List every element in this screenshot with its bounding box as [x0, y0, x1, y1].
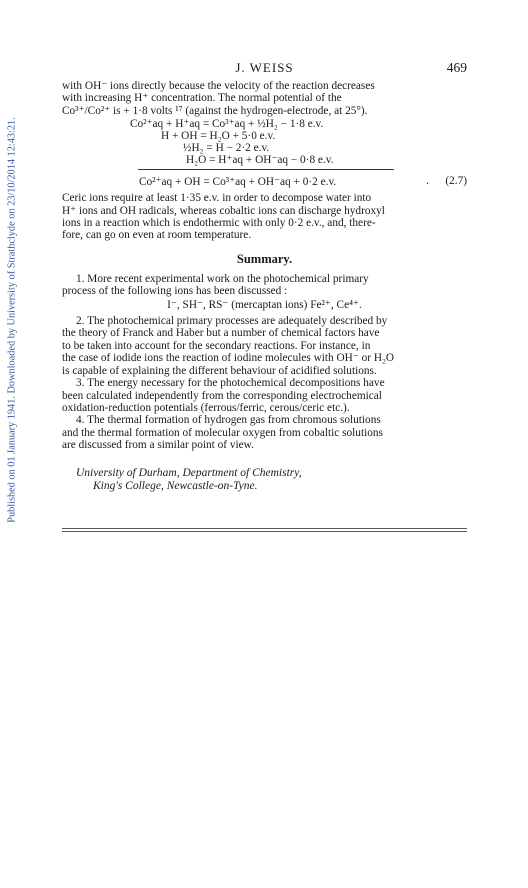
- page-content: [62, 60, 467, 493]
- summary-line: 3. The energy necessary for the photochemical decompositions have: [76, 377, 385, 390]
- ceric-paragraph: [62, 192, 467, 242]
- summary-line: the theory of Franck and Haber but a number of chemical factors have: [62, 327, 380, 340]
- summary-line: to be taken into account for the secondary reactions. For instance, in: [62, 339, 371, 352]
- equation-block: [62, 118, 467, 188]
- equation-4: H₂O = H⁺aq + OH⁻aq − 0·8 e.v.: [186, 154, 334, 167]
- ceric-line: fore, can go on even at room temperature.: [62, 229, 252, 242]
- intro-line: with OH⁻ ions directly because the velocity of the reaction decreases: [62, 80, 375, 92]
- ion-list: I⁻, SH⁻, RS⁻ (mercaptan ions) Fe²⁺, Ce⁴⁺.: [167, 298, 362, 311]
- equation-sum-rule: [138, 169, 394, 170]
- summary-line: process of the following ions has been discussed :: [62, 285, 288, 298]
- equation-2-7: [62, 175, 467, 188]
- summary-item-4: [62, 414, 467, 451]
- equation-leader: .: [426, 175, 429, 188]
- author-affiliation: [62, 467, 467, 493]
- summary-line: and the thermal formation of molecular oxygen from cobaltic solutions: [62, 426, 383, 439]
- equation-number: (2.7): [445, 175, 467, 188]
- download-notice: [2, 60, 22, 580]
- equation-sum: Co²⁺aq + OH = Co³⁺aq + OH⁻aq + 0·2 e.v.: [139, 176, 337, 189]
- affiliation-line: King's College, Newcastle-on-Tyne.: [93, 479, 258, 492]
- summary-item-3: [62, 377, 467, 414]
- summary-line: are discussed from a similar point of view.: [62, 439, 254, 452]
- summary-line: been calculated independently from the corresponding electrochemical: [62, 389, 382, 402]
- summary-line: 4. The thermal formation of hydrogen gas from chromous solutions: [76, 414, 381, 427]
- page-number: 469: [446, 60, 467, 75]
- ceric-line: H⁺ ions and OH radicals, whereas cobaltic ions can discharge hydroxyl: [62, 204, 385, 217]
- summary-line: is capable of explaining the different behaviour of acidified solutions.: [62, 364, 377, 377]
- summary-item-1: [62, 273, 467, 311]
- equation-2: H + OH = H₂O + 5·0 e.v.: [161, 130, 276, 143]
- summary-line: oxidation-reduction potentials (ferrous/ferric, cerous/ceric etc.).: [62, 401, 350, 414]
- download-notice-text: Published on 01 January 1941. Downloaded by University of Strathclyde on 23/10/2014 12:43:21.: [6, 117, 18, 523]
- summary-line: the case of iodide ions the reaction of iodine molecules with OH⁻ or H₂O: [62, 352, 395, 365]
- running-header: [62, 60, 467, 78]
- end-rule-bottom: [62, 531, 467, 532]
- end-rule-top: [62, 528, 467, 529]
- ceric-line: ions in a reaction which is endothermic with only 0·2 e.v., and, there-: [62, 217, 376, 230]
- summary-item-2: [62, 315, 467, 377]
- affiliation-line: University of Durham, Department of Chemistry,: [76, 466, 302, 479]
- summary-line: 1. More recent experimental work on the photochemical primary: [76, 272, 369, 285]
- running-head-author: J. WEISS: [235, 60, 294, 75]
- summary-heading: Summary.: [236, 251, 293, 266]
- intro-line: Co³⁺/Co²⁺ is + 1·8 volts ¹⁷ (against the hydrogen-electrode, at 25°).: [62, 104, 368, 117]
- intro-line: with increasing H⁺ concentration. The normal potential of the: [62, 92, 342, 105]
- equation-3: ½H₂ = H − 2·2 e.v.: [183, 142, 270, 155]
- equation-1: Co²⁺aq + H⁺aq = Co³⁺aq + ½H₂ − 1·8 e.v.: [130, 118, 324, 131]
- ceric-line: Ceric ions require at least 1·35 e.v. in order to decompose water into: [62, 192, 372, 205]
- intro-paragraph: [62, 80, 467, 117]
- summary-line: 2. The photochemical primary processes are adequately described by: [76, 315, 388, 328]
